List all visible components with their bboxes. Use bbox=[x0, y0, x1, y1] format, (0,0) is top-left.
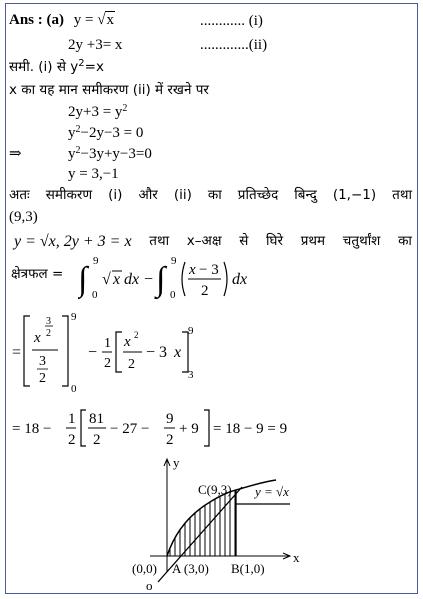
svg-text:3: 3 bbox=[188, 369, 194, 381]
from-eq1-line: समी. (i) से $y^2=x$ bbox=[9, 58, 104, 75]
svg-text:9: 9 bbox=[93, 255, 99, 267]
intersection-cont: (9,3) bbox=[9, 209, 38, 225]
svg-text:2: 2 bbox=[104, 356, 111, 371]
evaluation-formula bbox=[12, 312, 212, 392]
svg-text:+ 9: + 9 bbox=[179, 421, 199, 437]
sqrt-icon: √ bbox=[97, 12, 106, 28]
origin-label: (0,0) bbox=[132, 561, 157, 576]
svg-text:∫: ∫ bbox=[78, 261, 88, 298]
point-a-label: A (3,0) bbox=[172, 561, 209, 576]
svg-text:− 27 −: − 27 − bbox=[110, 421, 150, 437]
implies-icon: ⇒ bbox=[9, 146, 22, 162]
svg-text:2: 2 bbox=[39, 371, 46, 386]
eq1-lhs: y = bbox=[73, 12, 98, 28]
svg-text:−: − bbox=[144, 271, 154, 288]
svg-text:0: 0 bbox=[71, 383, 77, 392]
ans-label: Ans : (a) bbox=[9, 12, 64, 28]
svg-text:0: 0 bbox=[170, 289, 176, 301]
ans-line bbox=[9, 12, 115, 29]
svg-text:∫: ∫ bbox=[156, 261, 166, 298]
step-2: $y^2-2y-3 = 0$ bbox=[68, 124, 144, 141]
svg-text:− 3: − 3 bbox=[199, 262, 219, 278]
svg-text:81: 81 bbox=[89, 411, 104, 427]
svg-text:= 18 −: = 18 − bbox=[12, 421, 52, 437]
svg-text:9: 9 bbox=[71, 312, 77, 323]
svg-text:2: 2 bbox=[128, 357, 135, 372]
svg-text:√: √ bbox=[102, 271, 111, 288]
svg-text:2: 2 bbox=[166, 432, 174, 448]
svg-text:− 3: − 3 bbox=[146, 344, 168, 361]
svg-text:x: x bbox=[174, 344, 182, 361]
point-b-label: B(1,0) bbox=[231, 561, 265, 576]
region-math: y = √x, 2y + 3 = x bbox=[14, 233, 132, 250]
area-label: क्षेत्रफल = bbox=[11, 266, 64, 282]
eq1-radicand: x bbox=[106, 12, 114, 28]
svg-text:dx: dx bbox=[232, 271, 248, 288]
region-line: y = √x, 2y + 3 = x तथा x–अक्ष से घिरे प्रथम चतुर्थांश का bbox=[14, 233, 412, 250]
eq2: 2y +3= x bbox=[68, 37, 123, 53]
svg-text:2: 2 bbox=[68, 432, 76, 448]
svg-text:x: x bbox=[34, 330, 41, 346]
step-4: y = 3,−1 bbox=[68, 166, 119, 182]
y-axis-label: y bbox=[173, 455, 180, 470]
svg-text:9: 9 bbox=[188, 325, 194, 337]
svg-text:0: 0 bbox=[92, 289, 98, 301]
svg-text:x: x bbox=[124, 334, 131, 350]
intersection-line: अतः समीकरण (i) और (ii) का प्रतिच्छेद बिन्दु (1,−1) तथा bbox=[9, 187, 412, 203]
eq2-tag: .............(ii) bbox=[200, 37, 268, 53]
svg-text:2: 2 bbox=[46, 328, 51, 339]
svg-text:x: x bbox=[189, 262, 196, 278]
svg-text:1: 1 bbox=[68, 411, 76, 427]
svg-text:9: 9 bbox=[166, 411, 174, 427]
svg-text:3: 3 bbox=[46, 316, 51, 327]
step-3: $y^2-3y+y-3=0$ bbox=[68, 145, 152, 162]
area-integral-formula bbox=[78, 252, 248, 304]
svg-text:2: 2 bbox=[134, 330, 139, 340]
svg-text:2: 2 bbox=[201, 283, 209, 299]
step-1: $2y+3 = y^2$ bbox=[68, 103, 128, 120]
svg-text:−: − bbox=[88, 344, 98, 361]
svg-text:2: 2 bbox=[93, 432, 101, 448]
svg-text:dx: dx bbox=[124, 271, 140, 288]
substitute-line: x का यह मान समीकरण (ii) में रखने पर bbox=[9, 82, 209, 98]
svg-text:1: 1 bbox=[104, 336, 111, 351]
eq1-tag: ............ (i) bbox=[200, 13, 263, 29]
svg-text:= 18 − 9 = 9: = 18 − 9 = 9 bbox=[213, 421, 288, 437]
svg-text:3: 3 bbox=[39, 354, 46, 369]
final-result-line bbox=[12, 404, 312, 450]
x-axis-label: x bbox=[293, 550, 300, 565]
svg-text:9: 9 bbox=[171, 255, 177, 267]
svg-text:x: x bbox=[113, 271, 121, 288]
o-label: o bbox=[146, 578, 153, 593]
region-graph bbox=[110, 452, 310, 594]
svg-text:=: = bbox=[12, 344, 22, 361]
point-c-label: C(9,3) bbox=[198, 482, 232, 497]
curve-label: y = √x bbox=[255, 484, 289, 499]
